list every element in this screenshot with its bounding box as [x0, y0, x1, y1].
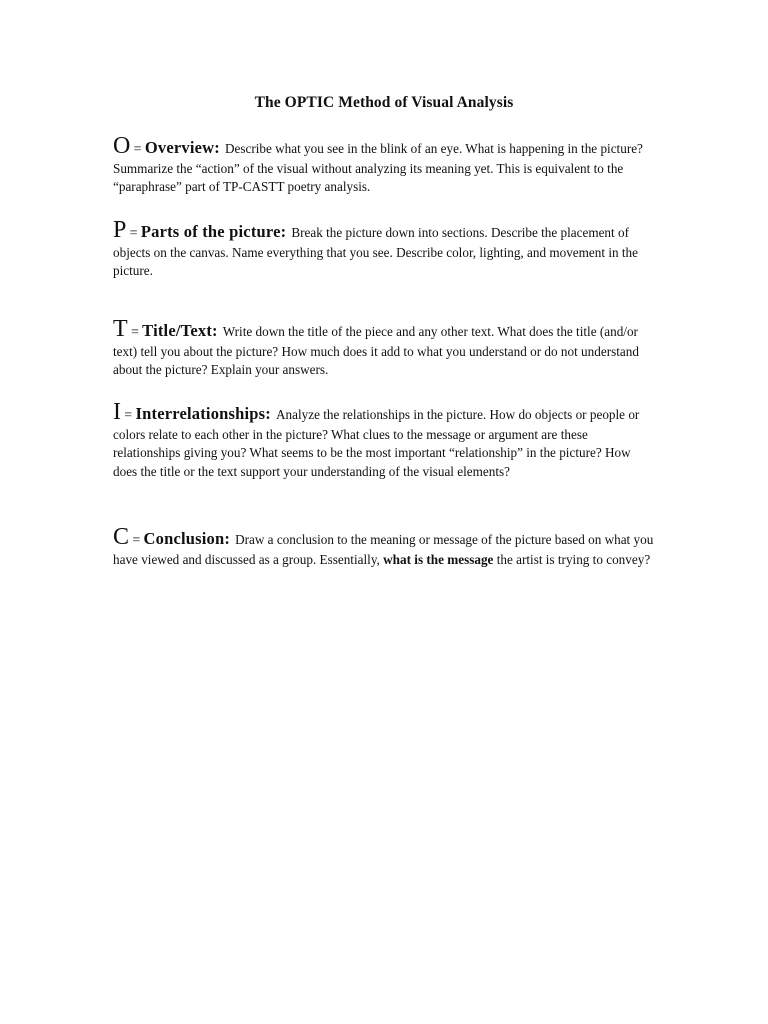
- section-heading: Title/Text:: [142, 321, 218, 340]
- equals-sign: =: [124, 408, 133, 423]
- section-heading: Interrelationships:: [135, 404, 272, 423]
- section-body: Write down the title of the piece and any other text. What does the title (and/or text) tell you about the picture? How much does it add to what you understand or do not understand about the picture? Explain your answers.: [113, 324, 639, 377]
- equals-sign: =: [133, 142, 142, 157]
- section-heading: Conclusion:: [143, 529, 231, 548]
- section-letter: O: [113, 133, 131, 159]
- equals-sign: =: [130, 325, 139, 340]
- section-body-end: the artist is trying to convey?: [496, 551, 651, 567]
- section-overview: [113, 133, 658, 197]
- section-interrelationships: [113, 399, 658, 481]
- section-body: Break the picture down into sections. Describe the placement of objects on the canvas. Name everything that you see. Describe color, lighting, and movement in the picture.: [113, 225, 638, 278]
- section-letter: I: [113, 399, 121, 425]
- section-body: Analyze the relationships in the picture. How do objects or people or colors relate to each other in the picture? What clues to the message or argument are these relationships giving you? What seems to be the most important “relationship” in the picture? How does the title or the text support your understanding of the visual elements?: [113, 407, 640, 479]
- section-parts-of-the-picture: [113, 217, 658, 281]
- document-title: The OPTIC Method of Visual Analysis: [254, 94, 514, 111]
- section-letter: T: [113, 316, 128, 342]
- section-title-text: [113, 316, 658, 380]
- equals-sign: =: [129, 226, 138, 241]
- section-letter: C: [113, 524, 130, 550]
- section-body: Draw a conclusion to the meaning or message of the picture based on what you have viewed and discussed as a group. Essentially,: [113, 532, 654, 567]
- section-conclusion: [113, 524, 658, 569]
- equals-sign: =: [132, 533, 141, 548]
- section-heading: Parts of the picture:: [140, 222, 287, 241]
- emphasized-phrase: what is the message: [383, 551, 494, 567]
- section-letter: P: [113, 217, 127, 243]
- section-body: Describe what you see in the blink of an eye. What is happening in the picture? Summarize the “action” of the visual without analyzing its meaning yet. This is equivalent to the “paraphrase” part of TP-CASTT poetry analysis.: [113, 141, 643, 194]
- section-heading: Overview:: [144, 138, 220, 157]
